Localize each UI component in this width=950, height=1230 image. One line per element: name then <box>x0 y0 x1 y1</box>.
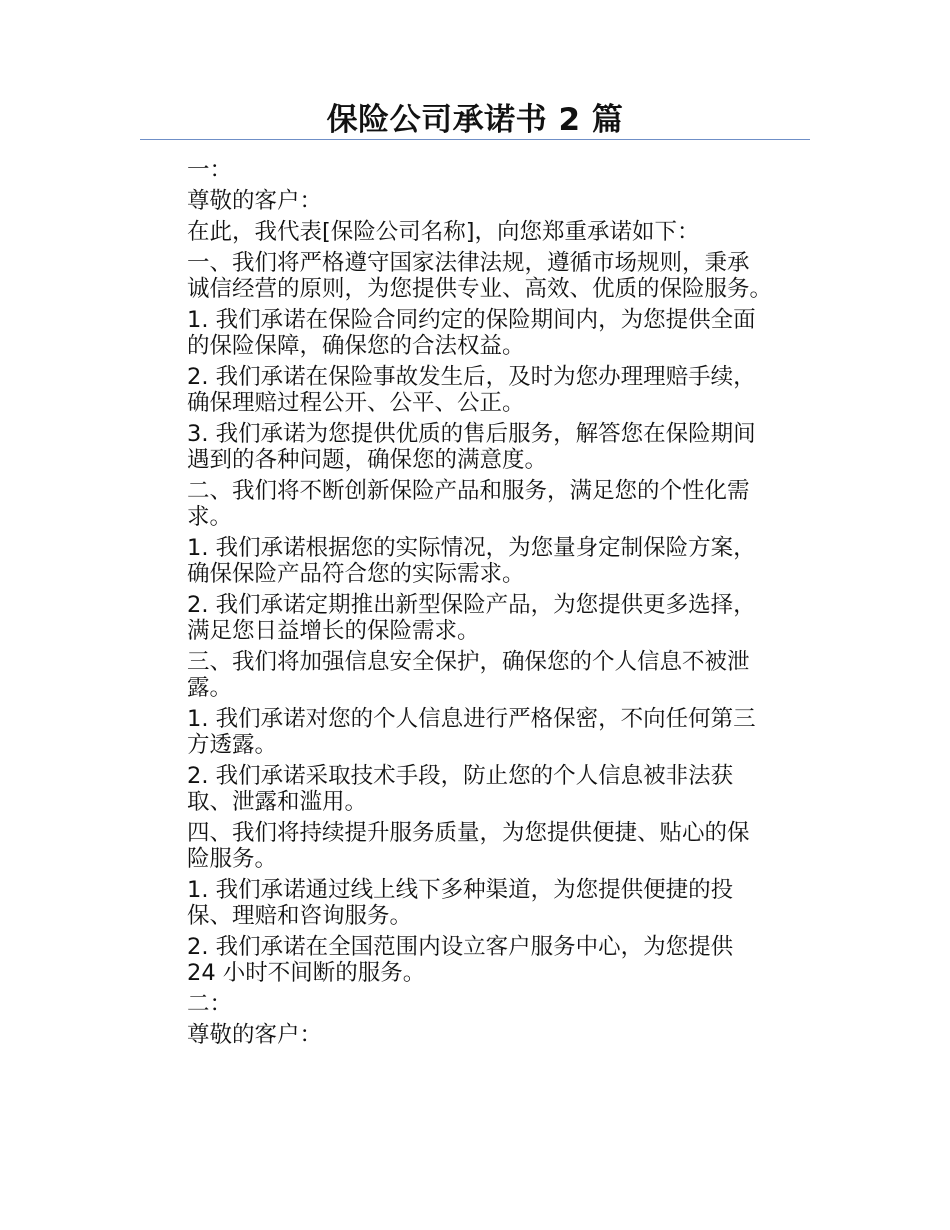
paragraph-line: 四、我们将持续提升服务质量，为您提供便捷、贴心的保 <box>187 820 750 846</box>
paragraph-line: 满足您日益增长的保险需求。 <box>187 618 480 644</box>
paragraph-line: 1. 我们承诺在保险合同约定的保险期间内，为您提供全面 <box>187 307 756 333</box>
paragraph-line: 2. 我们承诺在全国范围内设立客户服务中心，为您提供 <box>187 934 734 960</box>
document-title: 保险公司承诺书 2 篇 <box>326 102 624 138</box>
paragraph <box>140 820 810 872</box>
paragraph-line: 确保保险产品符合您的实际需求。 <box>187 561 525 587</box>
paragraph-line: 尊敬的客户： <box>187 1022 323 1048</box>
paragraph-line: 2. 我们承诺定期推出新型保险产品，为您提供更多选择， <box>187 592 756 618</box>
document-body <box>140 157 810 1053</box>
paragraph-line: 一、我们将严格遵守国家法律法规，遵循市场规则，秉承 <box>187 250 750 276</box>
paragraph-line: 露。 <box>187 675 233 701</box>
paragraph-line: 二： <box>187 991 233 1017</box>
paragraph <box>140 188 810 214</box>
paragraph <box>140 877 810 929</box>
paragraph <box>140 421 810 473</box>
paragraph <box>140 219 810 245</box>
paragraph <box>140 649 810 701</box>
paragraph <box>140 157 810 183</box>
paragraph-line: 尊敬的客户： <box>187 188 323 214</box>
paragraph <box>140 364 810 416</box>
paragraph-line: 确保理赔过程公开、公平、公正。 <box>187 390 525 416</box>
paragraph <box>140 706 810 758</box>
paragraph-line: 在此，我代表[保险公司名称]，向您郑重承诺如下： <box>187 219 700 245</box>
paragraph <box>140 307 810 359</box>
paragraph-line: 诚信经营的原则，为您提供专业、高效、优质的保险服务。 <box>187 276 773 302</box>
title-underline <box>140 139 810 140</box>
paragraph-line: 1. 我们承诺根据您的实际情况，为您量身定制保险方案， <box>187 535 756 561</box>
paragraph-line: 求。 <box>187 504 233 530</box>
paragraph-line: 三、我们将加强信息安全保护，确保您的个人信息不被泄 <box>187 649 750 675</box>
paragraph-line: 险服务。 <box>187 846 278 872</box>
paragraph-line: 二、我们将不断创新保险产品和服务，满足您的个性化需 <box>187 478 750 504</box>
paragraph <box>140 991 810 1017</box>
paragraph-line: 1. 我们承诺对您的个人信息进行严格保密，不向任何第三 <box>187 706 756 732</box>
paragraph-line: 一： <box>187 157 233 183</box>
paragraph-line: 保、理赔和咨询服务。 <box>187 903 413 929</box>
paragraph <box>140 535 810 587</box>
paragraph-line: 24 小时不间断的服务。 <box>187 960 426 986</box>
paragraph <box>140 250 810 302</box>
paragraph-line: 2. 我们承诺采取技术手段，防止您的个人信息被非法获 <box>187 763 734 789</box>
paragraph <box>140 1022 810 1048</box>
paragraph-line: 1. 我们承诺通过线上线下多种渠道，为您提供便捷的投 <box>187 877 734 903</box>
paragraph-line: 3. 我们承诺为您提供优质的售后服务，解答您在保险期间 <box>187 421 756 447</box>
paragraph <box>140 934 810 986</box>
paragraph-line: 遇到的各种问题，确保您的满意度。 <box>187 447 548 473</box>
paragraph-line: 2. 我们承诺在保险事故发生后，及时为您办理理赔手续， <box>187 364 756 390</box>
paragraph-line: 的保险保障，确保您的合法权益。 <box>187 333 525 359</box>
paragraph-line: 取、泄露和滥用。 <box>187 789 368 815</box>
paragraph <box>140 592 810 644</box>
paragraph <box>140 478 810 530</box>
paragraph <box>140 763 810 815</box>
paragraph-line: 方透露。 <box>187 732 278 758</box>
